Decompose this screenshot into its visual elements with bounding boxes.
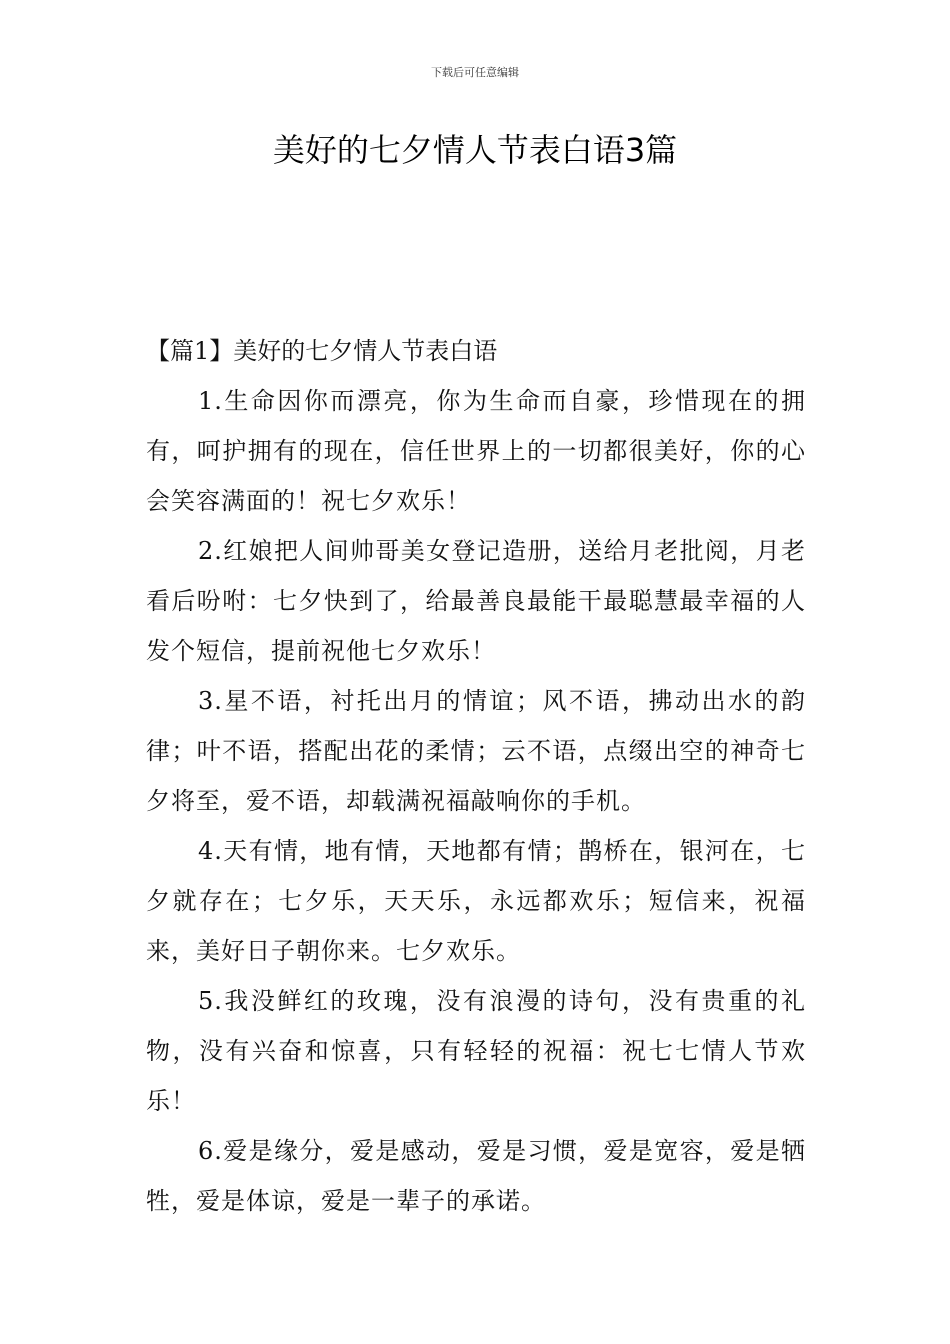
paragraph-4: 4.天有情，地有情，天地都有情；鹊桥在，银河在，七夕就存在；七夕乐，天天乐，永远都欢乐；短信来，祝福来，美好日子朝你来。七夕欢乐。 [146,837,806,965]
paragraph-2: 2.红娘把人间帅哥美女登记造册，送给月老批阅，月老看后吩咐：七夕快到了，给最善良最能干最聪慧最幸福的人发个短信，提前祝他七夕欢乐！ [146,537,806,665]
header-note: 下载后可任意编辑 [431,66,519,79]
document-body [146,326,806,1226]
paragraph-5: 5.我没鲜红的玫瑰，没有浪漫的诗句，没有贵重的礼物，没有兴奋和惊喜，只有轻轻的祝福：祝七七情人节欢乐！ [146,987,806,1115]
paragraph-3: 3.星不语，衬托出月的情谊；风不语，拂动出水的韵律；叶不语，搭配出花的柔情；云不语，点缀出空的神奇七夕将至，爱不语，却载满祝福敲响你的手机。 [146,687,806,815]
section-heading: 【篇1】美好的七夕情人节表白语 [146,337,498,365]
paragraph-6: 6.爱是缘分，爱是感动，爱是习惯，爱是宽容，爱是牺牲，爱是体谅，爱是一辈子的承诺。 [146,1137,806,1215]
page-title: 美好的七夕情人节表白语3篇 [272,131,678,169]
paragraph-1: 1.生命因你而漂亮，你为生命而自豪，珍惜现在的拥有，呵护拥有的现在，信任世界上的一切都很美好，你的心会笑容满面的！祝七夕欢乐！ [146,387,806,515]
